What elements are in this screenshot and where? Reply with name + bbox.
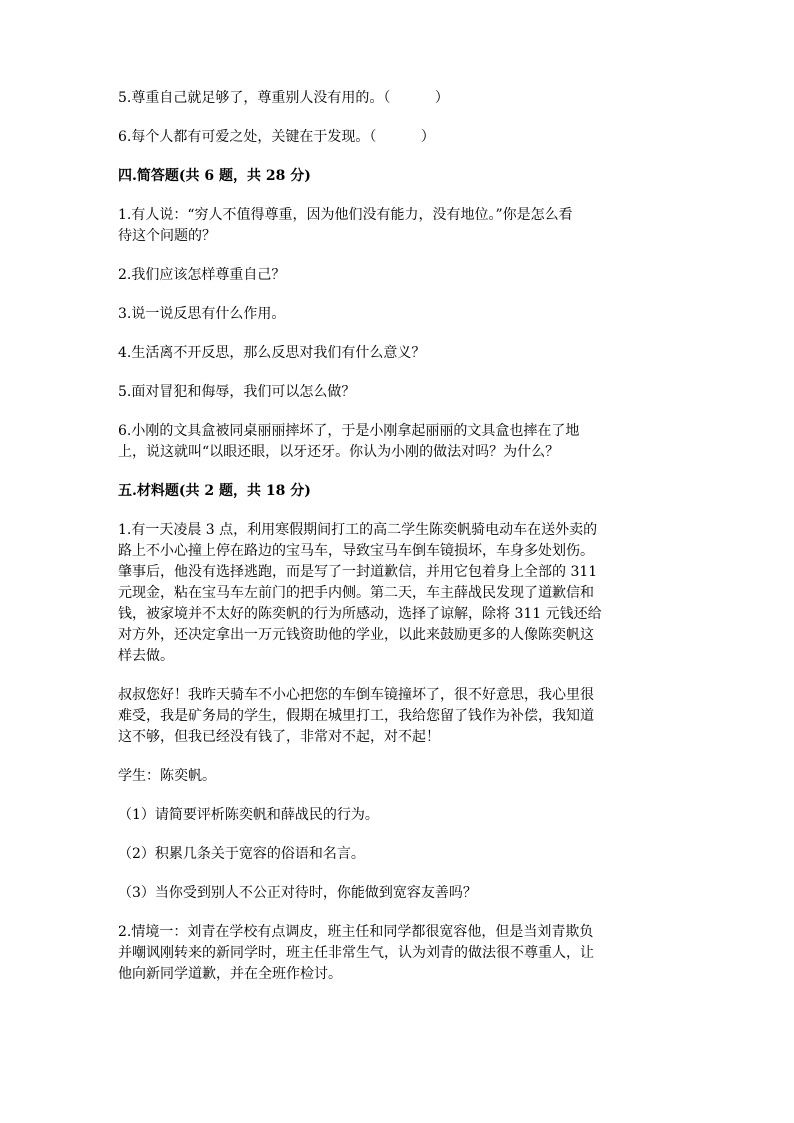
material1-subquestion-3: （3）当你受到别人不公正对待时，你能做到宽容友善吗？ bbox=[118, 885, 477, 901]
judgement-item-6: 6.每个人都有可爱之处，关键在于发现。（ ） bbox=[118, 129, 435, 145]
short-answer-q4: 4.生活离不开反思，那么反思对我们有什么意义？ bbox=[118, 345, 426, 361]
material1-letter-line1: 叔叔您好！我昨天骑车不小心把您的车倒车镜撞坏了，很不好意思，我心里很 bbox=[118, 687, 594, 703]
material1-letter-line3: 这不够，但我已经没有钱了，非常对不起，对不起！ bbox=[118, 729, 440, 745]
material1-letter-line2: 难受，我是矿务局的学生，假期在城里打工，我给您留了钱作为补偿，我知道 bbox=[118, 708, 594, 724]
material1-story-line4: 元现金，粘在宝马车左前门的把手内侧。第二天，车主薛战民发现了道歉信和 bbox=[118, 585, 594, 601]
material2-story-line3: 他向新同学道歉，并在全班作检讨。 bbox=[118, 966, 342, 982]
material1-subquestion-1: （1）请简要评析陈奕帆和薛战民的行为。 bbox=[118, 807, 379, 823]
judgement-item-5: 5.尊重自己就足够了，尊重别人没有用的。（ ） bbox=[118, 90, 449, 106]
material1-story-line5: 钱，被家境并不太好的陈奕帆的行为所感动，选择了谅解，除将 311 元钱还给 bbox=[118, 606, 602, 622]
section-title-material: 五.材料题(共 2 题，共 18 分) bbox=[118, 483, 311, 499]
material1-story-line7: 样去做。 bbox=[118, 648, 174, 664]
material1-story-line2: 路上不小心撞上停在路边的宝马车，导致宝马车倒车镜损坏，车身多处划伤。 bbox=[118, 543, 594, 559]
section-title-short-answer: 四.简答题(共 6 题，共 28 分) bbox=[118, 168, 311, 184]
short-answer-q6-line1: 6.小刚的文具盒被同桌丽丽摔坏了，于是小刚拿起丽丽的文具盒也摔在了地 bbox=[118, 423, 580, 439]
material1-story-line6: 对方外，还决定拿出一万元钱资助他的学业，以此来鼓励更多的人像陈奕帆这 bbox=[118, 627, 594, 643]
short-answer-q2: 2.我们应该怎样尊重自己？ bbox=[118, 267, 286, 283]
short-answer-q3: 3.说一说反思有什么作用。 bbox=[118, 306, 286, 322]
material2-story-line2: 并嘲讽刚转来的新同学时，班主任非常生气，认为刘青的做法很不尊重人，让 bbox=[118, 945, 594, 961]
material1-subquestion-2: （2）积累几条关于宽容的俗语和名言。 bbox=[118, 846, 365, 862]
short-answer-q5: 5.面对冒犯和侮辱，我们可以怎么做？ bbox=[118, 384, 356, 400]
material1-story-line3: 肇事后，他没有选择逃跑，而是写了一封道歉信，并用它包着身上全部的 311 bbox=[118, 564, 598, 580]
material1-story-line1: 1.有一天凌晨 3 点，利用寒假期间打工的高二学生陈奕帆骑电动车在送外卖的 bbox=[118, 522, 598, 538]
short-answer-q1-line1: 1.有人说：“穷人不值得尊重，因为他们没有能力，没有地位。”你是怎么看 bbox=[118, 207, 573, 223]
short-answer-q6-line2: 上，说这就叫“以眼还眼，以牙还牙。你认为小刚的做法对吗？为什么？ bbox=[118, 444, 560, 460]
exam-page bbox=[118, 88, 678, 985]
material1-signature: 学生：陈奕帆。 bbox=[118, 768, 216, 784]
short-answer-q1-line2: 待这个问题的？ bbox=[118, 228, 216, 244]
material2-story-line1: 2.情境一：刘青在学校有点调皮，班主任和同学都很宽容他，但是当刘青欺负 bbox=[118, 924, 594, 940]
